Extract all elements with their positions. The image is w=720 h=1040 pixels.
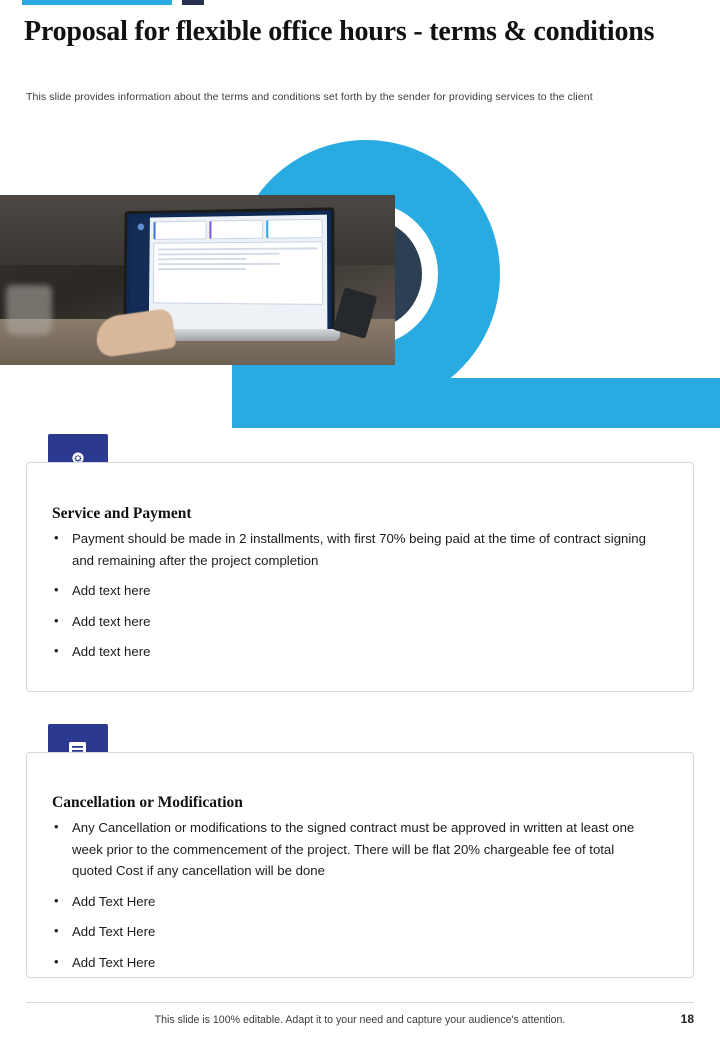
dashboard-kpi-row bbox=[153, 219, 322, 240]
top-accent-bar-blue bbox=[22, 0, 172, 5]
dashboard-table-row bbox=[158, 247, 318, 250]
photo-cup bbox=[6, 285, 52, 335]
cancellation-or-modification-title: Cancellation or Modification bbox=[52, 794, 243, 811]
dashboard-kpi-card bbox=[153, 221, 206, 240]
list-item: • Add text here bbox=[48, 580, 648, 602]
service-and-payment-title: Service and Payment bbox=[52, 505, 192, 522]
page-subtitle: This slide provides information about the terms and conditions set forth by the sender for providing services to the client bbox=[26, 91, 593, 103]
page-title: Proposal for flexible office hours - terms & conditions bbox=[24, 16, 655, 47]
dashboard-kpi-card bbox=[267, 219, 323, 239]
dashboard-table-row bbox=[158, 268, 246, 270]
footer-note: This slide is 100% editable. Adapt it to your need and capture your audience's attention. bbox=[154, 1014, 566, 1026]
top-accent-bar-dark bbox=[182, 0, 204, 5]
dashboard-kpi-card bbox=[209, 220, 263, 240]
swoosh-bar bbox=[300, 378, 720, 428]
hero-graphic bbox=[0, 140, 720, 440]
list-item: • Add Text Here bbox=[48, 952, 648, 974]
dashboard-avatar-icon bbox=[137, 223, 144, 230]
footer-divider bbox=[26, 1002, 694, 1003]
dashboard-table-row bbox=[158, 253, 279, 256]
page-number: 18 bbox=[680, 1012, 694, 1026]
dashboard-table-row bbox=[158, 263, 279, 265]
dashboard-table bbox=[153, 241, 323, 305]
list-item: • Add Text Here bbox=[48, 921, 648, 943]
list-item: • Add text here bbox=[48, 641, 648, 663]
dashboard-main bbox=[149, 215, 328, 332]
list-item: • Any Cancellation or modifications to the signed contract must be approved in written at least one week prior to the commencement of the project. There will be flat 20% chargeable fee of total quoted Cost if any cancellation will be done bbox=[48, 817, 648, 882]
swoosh-notch bbox=[0, 428, 720, 440]
cancellation-or-modification-bullets bbox=[48, 817, 648, 982]
list-item: • Add Text Here bbox=[48, 891, 648, 913]
service-and-payment-bullets bbox=[48, 528, 648, 672]
list-item: • Add text here bbox=[48, 611, 648, 633]
dashboard-table-row bbox=[158, 258, 246, 260]
hero-photo bbox=[0, 195, 395, 365]
list-item: • Payment should be made in 2 installments, with first 70% being paid at the time of contract signing and remaining after the project completion bbox=[48, 528, 648, 571]
